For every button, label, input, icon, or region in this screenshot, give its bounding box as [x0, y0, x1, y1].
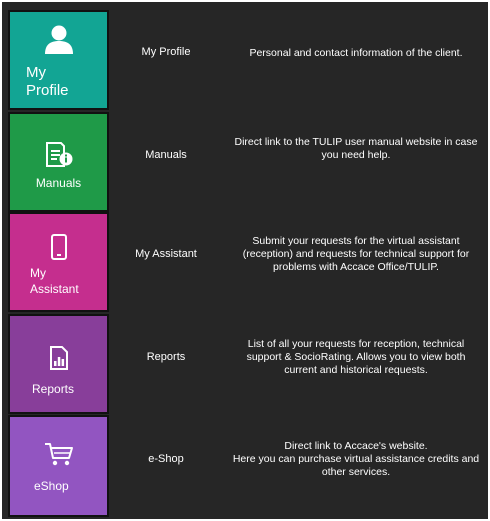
item-description: Personal and contact information of the client. — [249, 47, 463, 59]
item-name: Manuals — [145, 149, 187, 161]
tile-label: Reports — [32, 382, 75, 396]
tile-label: Manuals — [35, 176, 82, 190]
item-description — [227, 136, 485, 162]
tile-eshop[interactable] — [8, 415, 109, 517]
description-line: Direct link to Accace's website. — [284, 440, 428, 452]
item-description — [227, 338, 485, 377]
item-name: My Profile — [141, 46, 191, 58]
tile-label-line1: My — [26, 64, 46, 81]
description-line: support & SocioRating. Allows you to view both — [246, 351, 466, 363]
description-line: Submit your requests for the virtual assistant — [252, 235, 460, 247]
description-line: problems with Accace Office/TULIP. — [273, 261, 439, 273]
item-description — [227, 440, 485, 479]
description-line: you need help. — [321, 149, 391, 161]
item-description — [227, 235, 485, 274]
user-icon — [42, 24, 76, 54]
description-line: Here you can purchase virtual assistance credits and — [232, 453, 480, 465]
report-chart-icon — [49, 346, 69, 370]
smartphone-icon — [50, 234, 68, 260]
item-name: Reports — [146, 351, 186, 363]
description-line: current and historical requests. — [284, 364, 428, 376]
description-line: (reception) and requests for technical support for — [242, 248, 470, 260]
tile-label-line2: Assistant — [30, 282, 79, 296]
description-line: Direct link to the TULIP user manual website in case — [234, 136, 478, 148]
tile-label-line2: Profile — [26, 82, 69, 99]
tile-my-profile[interactable] — [8, 10, 109, 110]
tile-manuals[interactable] — [8, 112, 109, 212]
tile-label: eShop — [34, 479, 69, 493]
shopping-cart-icon — [44, 441, 74, 467]
description-line: other services. — [321, 466, 391, 478]
item-name: e-Shop — [148, 453, 184, 465]
description-line: List of all your requests for reception, technical — [247, 338, 465, 350]
document-info-icon — [44, 142, 74, 168]
tile-my-assistant[interactable] — [8, 212, 109, 312]
tile-reports[interactable] — [8, 314, 109, 414]
tile-label-line1: My — [30, 266, 46, 280]
item-name: My Assistant — [135, 248, 197, 260]
